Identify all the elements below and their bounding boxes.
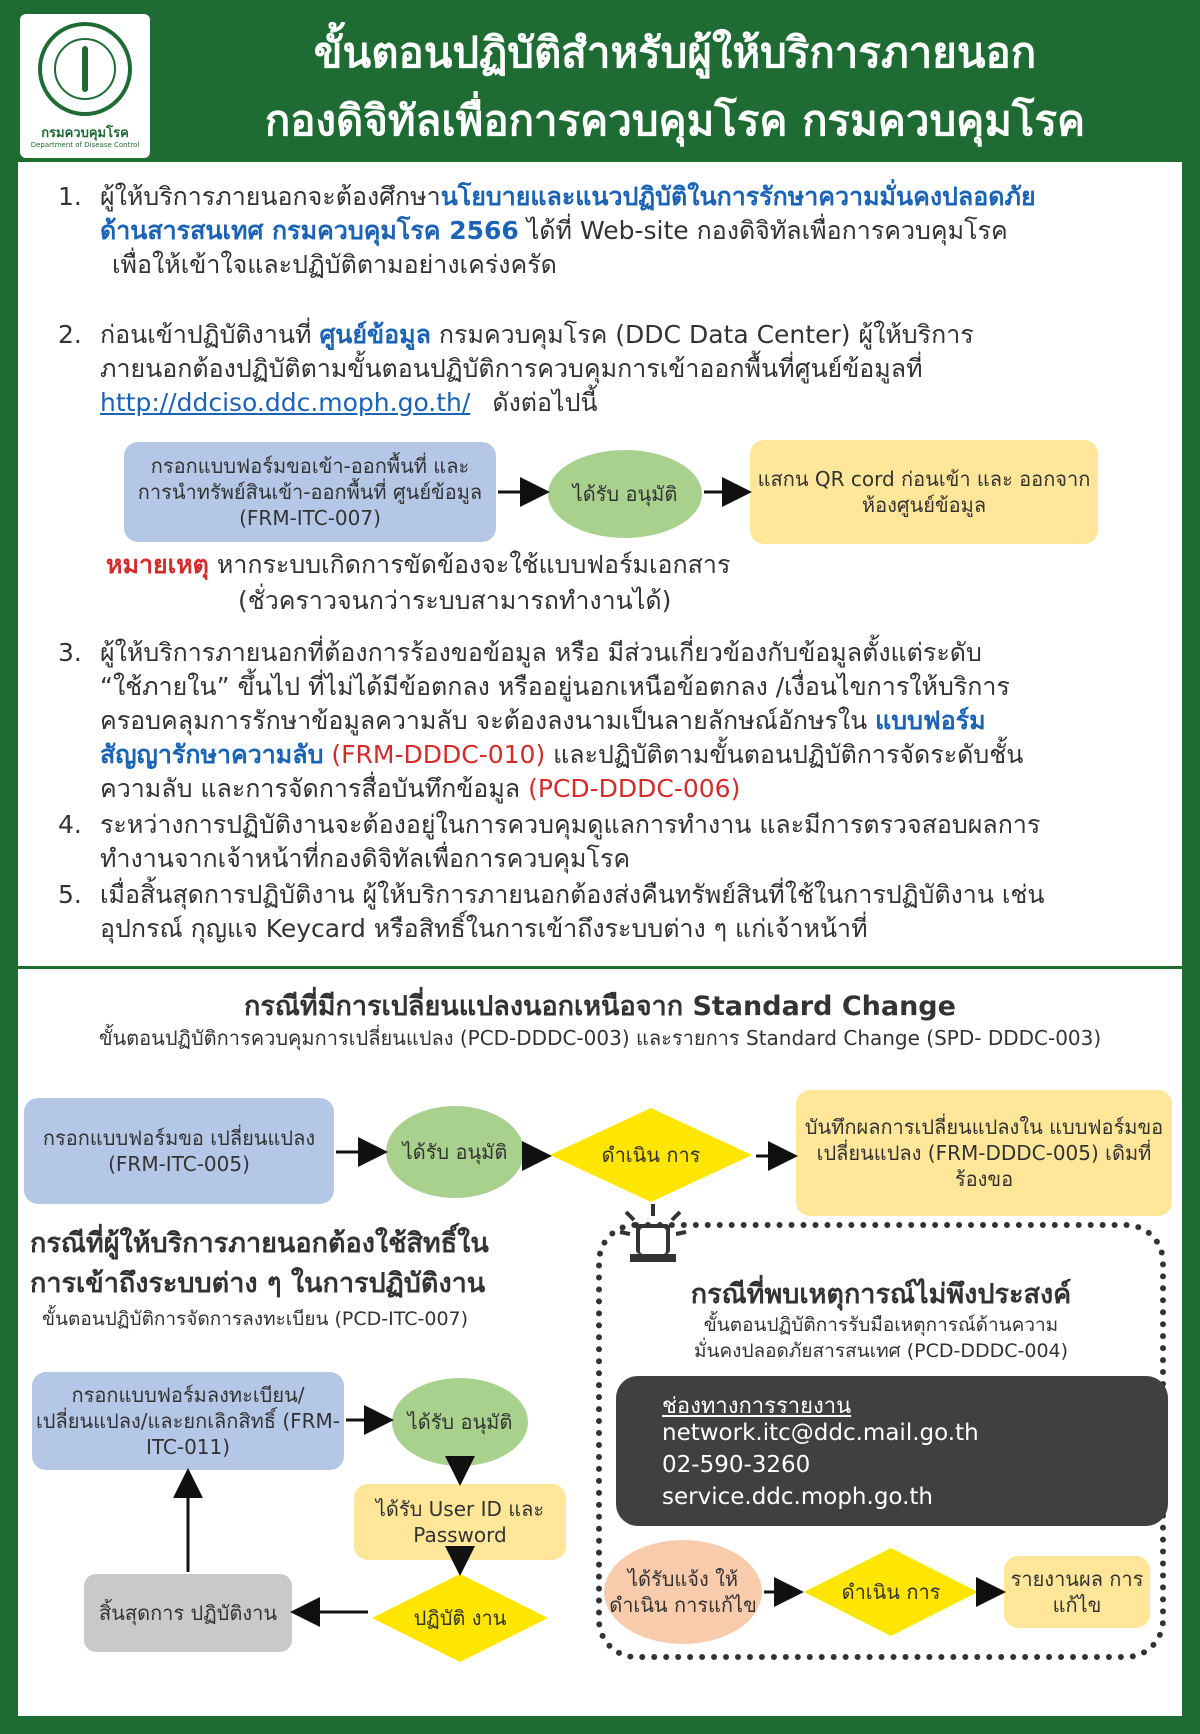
step2-number: 2. [58, 320, 82, 349]
step3-nda-highlight: สัญญารักษาความลับ [100, 740, 324, 769]
incident-execute-label: ดำเนิน การ [841, 1580, 941, 1604]
step3-line4-text: และปฏิบัติตามขั้นตอนปฏิบัติการจัดระดับชั้น [545, 740, 1024, 769]
access-work-label: ปฏิบัติ งาน [413, 1606, 507, 1630]
step3-line5-text: ความลับ และการจัดการสื่อบันทึกข้อมูล [100, 774, 529, 803]
change-subtitle: ขั้นตอนปฏิบัติการควบคุมการเปลี่ยนแปลง (PCD-DDDC-003) และรายการ Standard Change (SPD- DDDC-003) [98, 1026, 1102, 1050]
incident-report-box: รายงานผล การแก้ไข [1004, 1556, 1150, 1628]
step1-line3: เพื่อให้เข้าใจและปฏิบัติตามอย่างเคร่งครัด [112, 250, 557, 279]
note-text: หากระบบเกิดการขัดข้องจะใช้แบบฟอร์มเอกสาร [208, 550, 731, 579]
step1-text: ผู้ให้บริการภายนอกจะต้องศึกษา [100, 182, 441, 211]
page-title-line1: ขั้นตอนปฏิบัติสำหรับผู้ให้บริการภายนอก [313, 28, 1037, 77]
access-title-line1: กรณีที่ผู้ให้บริการภายนอกต้องใช้สิทธิ์ใน [30, 1228, 489, 1259]
step4-line1: ระหว่างการปฏิบัติงานจะต้องอยู่ในการควบคุมดูแลการทำงาน และมีการตรวจสอบผลการ [100, 810, 1041, 839]
note-label: หมายเหตุ [106, 550, 209, 579]
flow1-form-box: กรอกแบบฟอร์มขอเข้า-ออกพื้นที่ และการนำทรัพย์สินเข้า-ออกพื้นที่ ศูนย์ข้อมูล (FRM-ITC-007) [124, 442, 496, 542]
step2-text-post: กรมควบคุมโรค (DDC Data Center) ผู้ให้บริการ [430, 320, 974, 349]
step3-media-code: (PCD-DDDC-006) [528, 774, 741, 803]
step3-line2: “ใช้ภายใน” ขึ้นไป ที่ไม่ได้มีข้อตกลง หรืออยู่นอกเหนือข้อตกลง /เงื่อนไขการให้บริการ [100, 672, 1010, 701]
step2-text: ก่อนเข้าปฏิบัติงานที่ [100, 320, 320, 349]
step3-number: 3. [58, 638, 82, 667]
step4-number: 4. [58, 810, 82, 839]
logo-subtext: Department of Disease Control [30, 141, 140, 149]
step1-number: 1. [58, 182, 82, 211]
change-form-box: กรอกแบบฟอร์มขอ เปลี่ยนแปลง (FRM-ITC-005) [24, 1098, 334, 1204]
incident-title: กรณีที่พบเหตุการณ์ไม่พึงประสงค์ [690, 1279, 1072, 1310]
step5-number: 5. [58, 880, 82, 909]
step4-line2: ทำงานจากเจ้าหน้าที่กองดิจิทัลเพื่อการควบคุมโรค [100, 844, 631, 873]
ddciso-link[interactable]: http://ddciso.ddc.moph.go.th/ [100, 388, 471, 417]
flow1-qr-box: แสกน QR cord ก่อนเข้า และ ออกจากห้องศูนย์ข้อมูล [750, 440, 1098, 544]
change-record-box: บันทึกผลการเปลี่ยนแปลงใน แบบฟอร์มขอเปลี่ยนแปลง (FRM-DDDC-005) เดิมที่ร้องขอ [796, 1090, 1172, 1216]
step1-policy-highlight-2: ด้านสารสนเทศ กรมควบคุมโรค 2566 [100, 216, 519, 245]
step2-line2: ภายนอกต้องปฏิบัติตามขั้นตอนปฏิบัติการควบคุมการเข้าออกพื้นที่ศูนย์ข้อมูลที่ [100, 354, 923, 383]
step3-nda-code: (FRM-DDDC-010) [331, 740, 546, 769]
step3-form-highlight: แบบฟอร์ม [875, 706, 986, 735]
change-approved-oval: ได้รับ อนุมัติ [386, 1106, 524, 1198]
access-title-line2: การเข้าถึงระบบต่าง ๆ ในการปฏิบัติงาน [30, 1268, 486, 1299]
incident-notified-oval: ได้รับแจ้ง ให้ดำเนิน การแก้ไข [604, 1540, 762, 1644]
logo-text: กรมควบคุมโรค [41, 126, 129, 141]
change-execute-label: ดำเนิน การ [601, 1143, 701, 1167]
step1-website-text: ได้ที่ Web-site กองดิจิทัลเพื่อการควบคุมโรค [518, 216, 1008, 245]
flow1-approved-oval: ได้รับ อนุมัติ [548, 450, 702, 538]
step5-line1: เมื่อสิ้นสุดการปฏิบัติงาน ผู้ให้บริการภายนอกต้องส่งคืนทรัพย์สินที่ใช้ในการปฏิบัติงาน เช่น [100, 880, 1045, 909]
incident-subtitle-line2: มั่นคงปลอดภัยสารสนเทศ (PCD-DDDC-004) [693, 1340, 1069, 1362]
report-website[interactable]: service.ddc.moph.go.th [662, 1484, 933, 1510]
change-title: กรณีที่มีการเปลี่ยนแปลงนอกเหนือจาก Standard Change [244, 991, 956, 1022]
step3-line3-text: ครอบคลุมการรักษาข้อมูลความลับ จะต้องลงนามเป็นลายลักษณ์อักษรใน [100, 706, 876, 735]
note-line2: (ชั่วคราวจนกว่าระบบสามารถทำงานได้) [238, 586, 672, 615]
page-title-line2: กองดิจิทัลเพื่อการควบคุมโรค กรมควบคุมโรค [264, 96, 1086, 145]
access-form-box: กรอกแบบฟอร์มลงทะเบียน/ เปลี่ยนแปลง/และยกเลิกสิทธิ์ (FRM-ITC-011) [32, 1372, 344, 1470]
access-subtitle: ขั้นตอนปฏิบัติการจัดการลงทะเบียน (PCD-ITC-007) [42, 1308, 469, 1330]
access-end-box: สิ้นสุดการ ปฏิบัติงาน [84, 1574, 292, 1652]
step2-as-follows: ดังต่อไปนี้ [492, 388, 598, 417]
incident-subtitle-line1: ขั้นตอนปฏิบัติการรับมือเหตุการณ์ด้านความ [703, 1314, 1059, 1336]
access-credentials-box: ได้รับ User ID และ Password [354, 1484, 566, 1560]
report-phone[interactable]: 02-590-3260 [662, 1452, 811, 1478]
step2-datacenter-highlight: ศูนย์ข้อมูล [319, 320, 431, 349]
report-email[interactable]: network.itc@ddc.mail.go.th [662, 1420, 979, 1446]
step1-policy-highlight: นโยบายและแนวปฏิบัติในการรักษาความมั่นคงปลอดภัย [440, 182, 1036, 211]
step5-line2: อุปกรณ์ กุญแจ Keycard หรือสิทธิ์ในการเข้าถึงระบบต่าง ๆ แก่เจ้าหน้าที่ [100, 914, 868, 943]
step3-line1: ผู้ให้บริการภายนอกที่ต้องการร้องขอข้อมูล หรือ มีส่วนเกี่ยวข้องกับข้อมูลตั้งแต่ระดับ [100, 638, 982, 667]
access-approved-oval: ได้รับ อนุมัติ [392, 1378, 528, 1466]
report-channel-label: ช่องทางการรายงาน [662, 1394, 852, 1419]
